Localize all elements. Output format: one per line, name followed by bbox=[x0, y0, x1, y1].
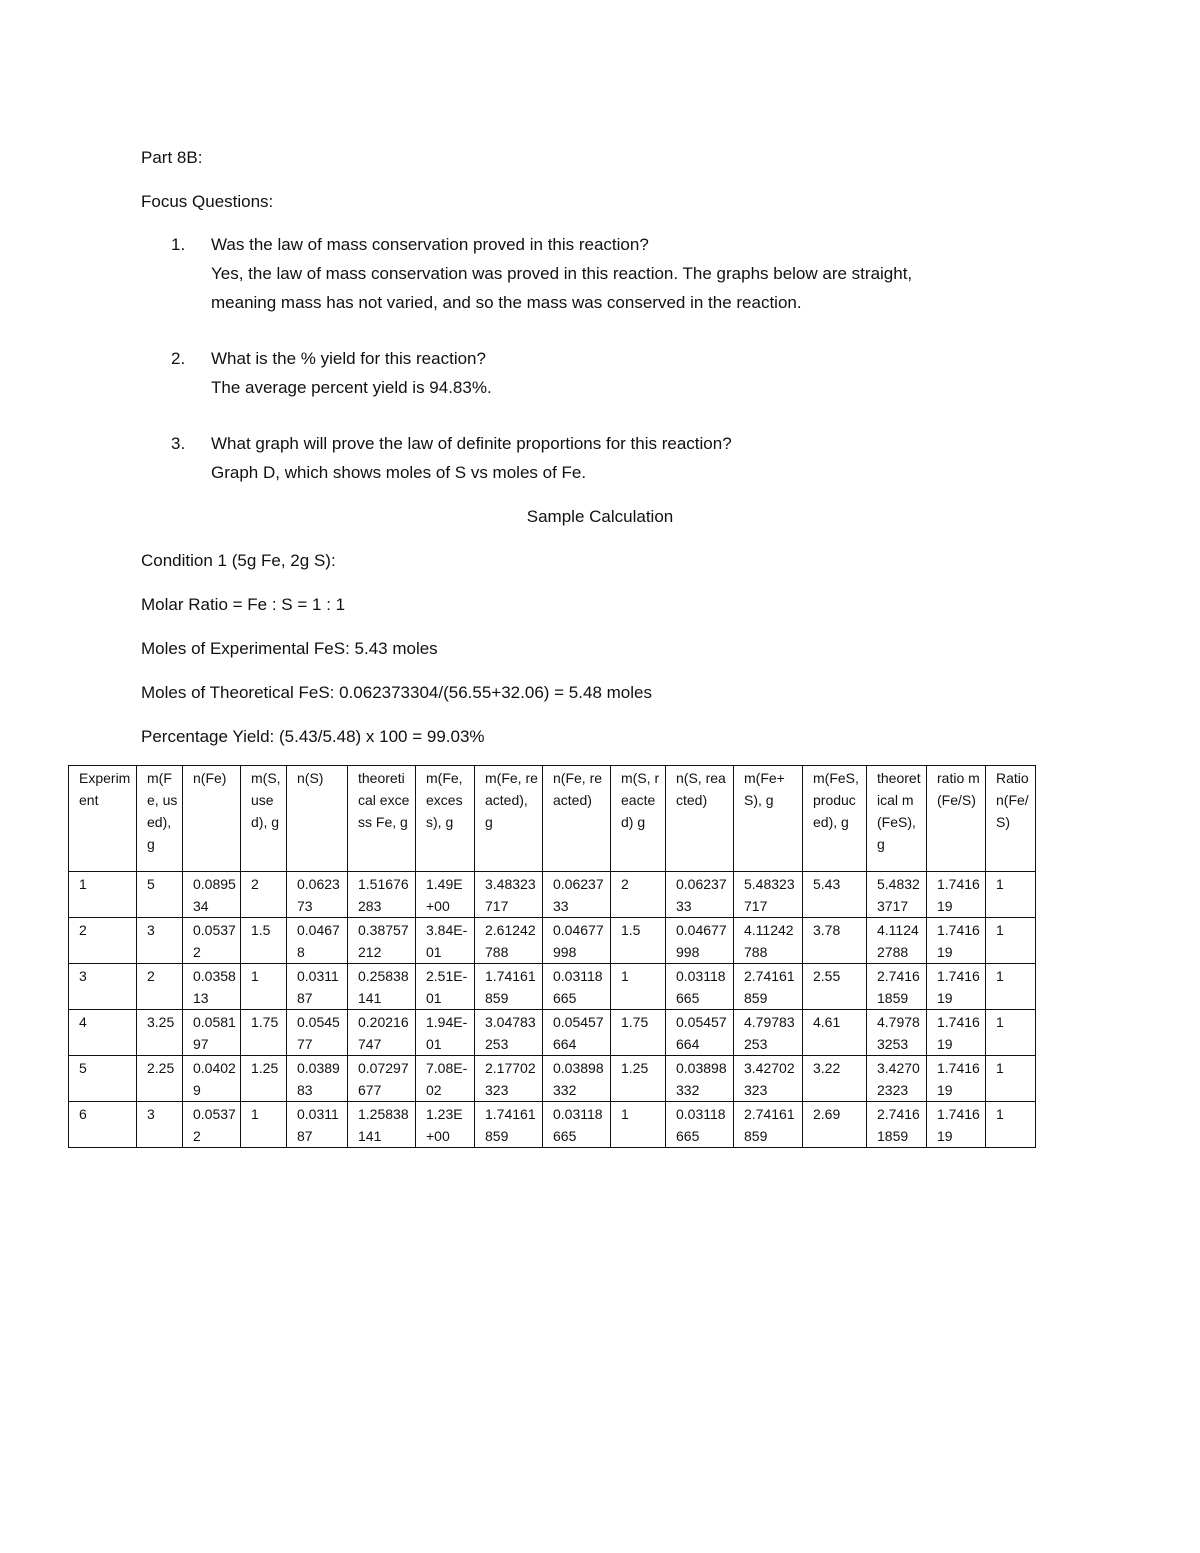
table-cell: 1.5 bbox=[241, 918, 287, 964]
table-cell: 1.74161859 bbox=[475, 1102, 543, 1148]
question-2-text: What is the % yield for this reaction? bbox=[211, 349, 486, 368]
table-cell: 0.054577 bbox=[287, 1010, 348, 1056]
focus-questions-heading: Focus Questions: bbox=[141, 192, 274, 211]
table-cell: 1.25838141 bbox=[348, 1102, 416, 1148]
header-cell: m(Fe+S), g bbox=[734, 766, 803, 872]
table-cell: 2.74161859 bbox=[734, 964, 803, 1010]
table-row bbox=[69, 918, 1036, 964]
table-cell: 0.038983 bbox=[287, 1056, 348, 1102]
table-cell: 1.741619 bbox=[927, 964, 986, 1010]
table-cell: 2.74161859 bbox=[867, 1102, 927, 1148]
table-row bbox=[69, 1102, 1036, 1148]
header-cell: m(Fe, excess), g bbox=[416, 766, 475, 872]
section-title: Part 8B: bbox=[141, 148, 203, 167]
table-row bbox=[69, 964, 1036, 1010]
table-cell: 0.03118665 bbox=[666, 1102, 734, 1148]
table-cell: 3 bbox=[69, 964, 137, 1010]
table-cell: 5.48323717 bbox=[734, 872, 803, 918]
header-cell: n(S, reacted) bbox=[666, 766, 734, 872]
table-cell: 3.04783253 bbox=[475, 1010, 543, 1056]
table-cell: 1.741619 bbox=[927, 918, 986, 964]
table-cell: 0.04677998 bbox=[666, 918, 734, 964]
table-cell: 3.42702323 bbox=[734, 1056, 803, 1102]
table-cell: 7.08E-02 bbox=[416, 1056, 475, 1102]
table-cell: 0.031187 bbox=[287, 964, 348, 1010]
calc-percentage-yield: Percentage Yield: (5.43/5.48) x 100 = 99.03% bbox=[141, 727, 485, 746]
table-cell: 2 bbox=[611, 872, 666, 918]
table-cell: 1.75 bbox=[241, 1010, 287, 1056]
table-cell: 0.04677998 bbox=[543, 918, 611, 964]
table-cell: 2.51E-01 bbox=[416, 964, 475, 1010]
table-cell: 0.03898332 bbox=[543, 1056, 611, 1102]
calc-condition: Condition 1 (5g Fe, 2g S): bbox=[141, 551, 336, 570]
table-cell: 1.5 bbox=[611, 918, 666, 964]
header-cell: Experiment bbox=[69, 766, 137, 872]
header-cell: theoretical excess Fe, g bbox=[348, 766, 416, 872]
table-cell: 2.55 bbox=[803, 964, 867, 1010]
table-cell: 0.03118665 bbox=[666, 964, 734, 1010]
table-cell: 2.69 bbox=[803, 1102, 867, 1148]
table-cell: 1.23E+00 bbox=[416, 1102, 475, 1148]
table-cell: 0.07297677 bbox=[348, 1056, 416, 1102]
table-cell: 0.25838141 bbox=[348, 964, 416, 1010]
question-3-number: 3. bbox=[171, 434, 186, 453]
table-cell: 2 bbox=[69, 918, 137, 964]
header-cell: ratio m(Fe/S) bbox=[927, 766, 986, 872]
table-cell: 1.51676283 bbox=[348, 872, 416, 918]
header-cell: n(Fe, reacted) bbox=[543, 766, 611, 872]
calc-molar-ratio: Molar Ratio = Fe : S = 1 : 1 bbox=[141, 595, 346, 614]
table-cell: 1.25 bbox=[611, 1056, 666, 1102]
table-cell: 2 bbox=[137, 964, 183, 1010]
header-cell: m(FeS, produced), g bbox=[803, 766, 867, 872]
sample-calculation-title: Sample Calculation bbox=[526, 507, 674, 526]
table-cell: 1.741619 bbox=[927, 1102, 986, 1148]
table-cell: 0.04678 bbox=[287, 918, 348, 964]
table-cell: 0.04029 bbox=[183, 1056, 241, 1102]
header-cell: m(S, reacted) g bbox=[611, 766, 666, 872]
table-cell: 1 bbox=[611, 1102, 666, 1148]
table-cell: 3.25 bbox=[137, 1010, 183, 1056]
table-cell: 1.741619 bbox=[927, 1056, 986, 1102]
table-cell: 1.25 bbox=[241, 1056, 287, 1102]
table-cell: 1 bbox=[986, 964, 1036, 1010]
table-cell: 1 bbox=[69, 872, 137, 918]
table-cell: 4.79783253 bbox=[867, 1010, 927, 1056]
table-cell: 1.75 bbox=[611, 1010, 666, 1056]
table-cell: 4.61 bbox=[803, 1010, 867, 1056]
table-cell: 2.74161859 bbox=[734, 1102, 803, 1148]
table-cell: 1 bbox=[611, 964, 666, 1010]
calc-theoretical-moles: Moles of Theoretical FeS: 0.062373304/(56.55+32.06) = 5.48 moles bbox=[141, 683, 652, 702]
table-cell: 0.05372 bbox=[183, 918, 241, 964]
results-table bbox=[68, 765, 1036, 1148]
table-cell: 2.61242788 bbox=[475, 918, 543, 964]
table-header-row bbox=[69, 766, 1036, 872]
table-row bbox=[69, 1010, 1036, 1056]
table-cell: 2.17702323 bbox=[475, 1056, 543, 1102]
answer-3-line-1: Graph D, which shows moles of S vs moles of Fe. bbox=[211, 463, 587, 482]
table-cell: 0.062373 bbox=[287, 872, 348, 918]
table-cell: 3.22 bbox=[803, 1056, 867, 1102]
table-cell: 5.48323717 bbox=[867, 872, 927, 918]
table-row bbox=[69, 1056, 1036, 1102]
table-cell: 1.741619 bbox=[927, 872, 986, 918]
header-cell: m(Fe, reacted), g bbox=[475, 766, 543, 872]
table-cell: 4.11242788 bbox=[734, 918, 803, 964]
answer-2-line-1: The average percent yield is 94.83%. bbox=[211, 378, 492, 397]
table-cell: 1 bbox=[986, 1102, 1036, 1148]
table-cell: 0.058197 bbox=[183, 1010, 241, 1056]
header-cell: theoretical m(FeS), g bbox=[867, 766, 927, 872]
table-cell: 0.20216747 bbox=[348, 1010, 416, 1056]
table-cell: 3 bbox=[137, 918, 183, 964]
table-cell: 0.03898332 bbox=[666, 1056, 734, 1102]
table-cell: 3.48323717 bbox=[475, 872, 543, 918]
table-cell: 0.38757212 bbox=[348, 918, 416, 964]
table-cell: 0.05457664 bbox=[666, 1010, 734, 1056]
table-cell: 1.74161859 bbox=[475, 964, 543, 1010]
question-1-text: Was the law of mass conservation proved in this reaction? bbox=[211, 235, 649, 254]
table-cell: 0.05372 bbox=[183, 1102, 241, 1148]
table-cell: 1 bbox=[241, 1102, 287, 1148]
table-cell: 1.49E+00 bbox=[416, 872, 475, 918]
table-cell: 0.031187 bbox=[287, 1102, 348, 1148]
table-cell: 3.84E-01 bbox=[416, 918, 475, 964]
table-cell: 3.78 bbox=[803, 918, 867, 964]
table-cell: 1 bbox=[986, 918, 1036, 964]
table-cell: 3 bbox=[137, 1102, 183, 1148]
table-row bbox=[69, 872, 1036, 918]
table-cell: 6 bbox=[69, 1102, 137, 1148]
question-2-number: 2. bbox=[171, 349, 186, 368]
table-cell: 0.0623733 bbox=[543, 872, 611, 918]
question-1-number: 1. bbox=[171, 235, 186, 254]
calc-experimental-moles: Moles of Experimental FeS: 5.43 moles bbox=[141, 639, 438, 658]
table-cell: 4.79783253 bbox=[734, 1010, 803, 1056]
table-cell: 5 bbox=[137, 872, 183, 918]
table-cell: 1 bbox=[986, 1010, 1036, 1056]
header-cell: n(S) bbox=[287, 766, 348, 872]
table-cell: 0.035813 bbox=[183, 964, 241, 1010]
header-cell: m(S, used), g bbox=[241, 766, 287, 872]
table-cell: 2.74161859 bbox=[867, 964, 927, 1010]
answer-1-line-2: meaning mass has not varied, and so the mass was conserved in the reaction. bbox=[211, 293, 802, 312]
question-3-text: What graph will prove the law of definite proportions for this reaction? bbox=[211, 434, 732, 453]
table-cell: 4 bbox=[69, 1010, 137, 1056]
table-cell: 5 bbox=[69, 1056, 137, 1102]
table-cell: 0.05457664 bbox=[543, 1010, 611, 1056]
table-cell: 1 bbox=[241, 964, 287, 1010]
table-cell: 0.089534 bbox=[183, 872, 241, 918]
table-cell: 0.03118665 bbox=[543, 964, 611, 1010]
table-cell: 0.03118665 bbox=[543, 1102, 611, 1148]
table-cell: 1 bbox=[986, 872, 1036, 918]
table-cell: 1.94E-01 bbox=[416, 1010, 475, 1056]
header-cell: Ratio n(Fe/S) bbox=[986, 766, 1036, 872]
table-cell: 1 bbox=[986, 1056, 1036, 1102]
table-cell: 5.43 bbox=[803, 872, 867, 918]
table-cell: 3.42702323 bbox=[867, 1056, 927, 1102]
table-cell: 1.741619 bbox=[927, 1010, 986, 1056]
table-cell: 4.11242788 bbox=[867, 918, 927, 964]
table-cell: 2.25 bbox=[137, 1056, 183, 1102]
answer-1-line-1: Yes, the law of mass conservation was proved in this reaction. The graphs below are straight, bbox=[211, 264, 913, 283]
table-cell: 0.0623733 bbox=[666, 872, 734, 918]
table-cell: 2 bbox=[241, 872, 287, 918]
header-cell: n(Fe) bbox=[183, 766, 241, 872]
header-cell: m(Fe, used), g bbox=[137, 766, 183, 872]
